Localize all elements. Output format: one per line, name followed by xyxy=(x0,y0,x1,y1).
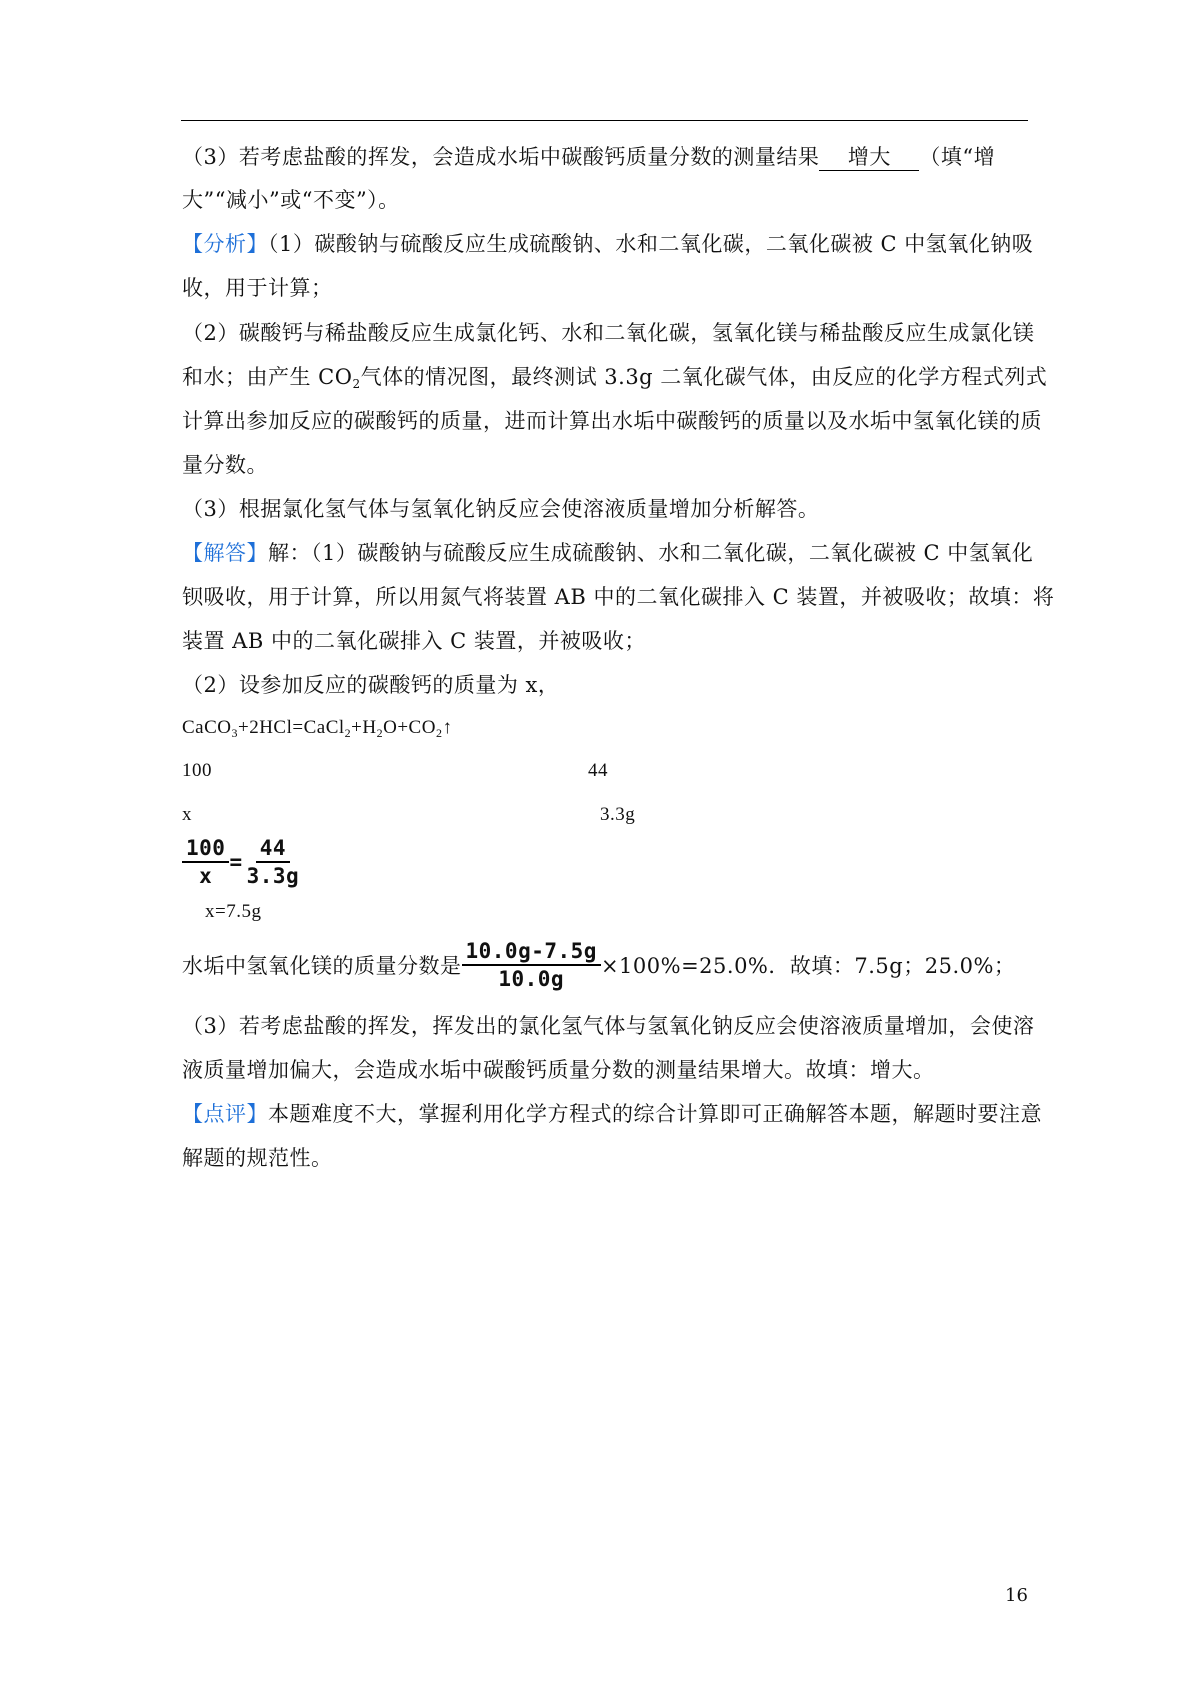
answer-line-2: 钡吸收，用于计算，所以用氮气将装置 AB 中的二氧化碳排入 C 装置，并被吸收；故填：将 xyxy=(182,585,1055,609)
analysis-line-2: 收，用于计算； xyxy=(182,276,333,300)
q3-text-post: （填“增 xyxy=(919,145,996,169)
q3-text: （3）若考虑盐酸的挥发，会造成水垢中碳酸钙质量分数的测量结果 xyxy=(182,145,820,169)
subscript: 2 xyxy=(435,726,443,740)
equals-sign: = xyxy=(229,850,243,874)
fraction-left: $\frac{100}{x}$ xyxy=(182,835,229,889)
gas-arrow: ↑ xyxy=(442,717,453,738)
eq-part: O+CO xyxy=(383,717,436,738)
analysis-text: （1）碳酸钠与硫酸反应生成硫酸钠、水和二氧化碳，二氧化碳被 C 中氢氧化钠吸 xyxy=(268,232,1034,256)
answer-line-4: （2）设参加反应的碳酸钙的质量为 x， xyxy=(182,673,560,697)
analysis-text: 和水；由产生 CO xyxy=(182,365,353,389)
mg-text: 水垢中氢氧化镁的质量分数是 xyxy=(182,954,462,978)
subscript: 2 xyxy=(376,726,384,740)
q3-answer-blank: 增大 xyxy=(819,144,919,171)
answer-3-line-1: （3）若考虑盐酸的挥发，挥发出的氯化氢气体与氢氧化钠反应会使溶液质量增加，会使溶 xyxy=(182,1014,1035,1038)
x-result: x=7.5g xyxy=(205,901,262,922)
analysis-line-4 xyxy=(182,362,1047,399)
eq-part: +2HCl=CaCl xyxy=(238,717,345,738)
review-line-2: 解题的规范性。 xyxy=(182,1146,333,1170)
header-rule xyxy=(181,120,1028,121)
review-tag: 【点评】 xyxy=(182,1102,268,1126)
analysis-line-3: （2）碳酸钙与稀盐酸反应生成氯化钙、水和二氧化碳，氢氧化镁与稀盐酸反应生成氯化镁 xyxy=(182,321,1035,345)
analysis-line-1 xyxy=(182,229,1033,259)
analysis-text: 气体的情况图，最终测试 3.3g 二氧化碳气体，由反应的化学方程式列式 xyxy=(360,365,1048,389)
answer-line-1 xyxy=(182,538,1033,568)
review-line-1 xyxy=(182,1099,1042,1129)
subscript: 2 xyxy=(344,726,352,740)
mg-fraction-line xyxy=(182,938,1015,992)
chemical-equation xyxy=(182,713,452,748)
mg-text-post: ×100%=25.0%．故填：7.5g；25.0%； xyxy=(600,954,1016,978)
answer-text: 解：（1）碳酸钠与硫酸反应生成硫酸钠、水和二氧化碳，二氧化碳被 C 中氢氧化 xyxy=(268,541,1034,565)
eq-part: +H xyxy=(351,717,377,738)
proportion-equation xyxy=(182,835,303,889)
ratio-row-2-left: x xyxy=(182,804,192,825)
analysis-line-5: 计算出参加反应的碳酸钙的质量，进而计算出水垢中碳酸钙的质量以及水垢中氢氧化镁的质 xyxy=(182,409,1042,433)
ratio-row-1-left: 100 xyxy=(182,760,212,781)
mg-fraction: $\frac{10.0g-7.5g}{10.0g}$ xyxy=(462,938,601,992)
analysis-tag: 【分析】 xyxy=(182,232,268,256)
ratio-row-2-right: 3.3g xyxy=(600,804,636,825)
page-number: 16 xyxy=(1005,1585,1028,1606)
analysis-line-6: 量分数。 xyxy=(182,453,268,477)
subscript: 2 xyxy=(352,377,361,391)
answer-line-3: 装置 AB 中的二氧化碳排入 C 装置，并被吸收； xyxy=(182,629,646,653)
eq-part: CaCO xyxy=(182,717,232,738)
q3-line-2: 大”“减小”或“不变”）。 xyxy=(182,188,400,212)
analysis-line-7: （3）根据氯化氢气体与氢氧化钠反应会使溶液质量增加分析解答。 xyxy=(182,497,820,521)
subscript: 3 xyxy=(231,726,238,740)
ratio-row-1-right: 44 xyxy=(588,760,608,781)
fraction-right: $\frac{44}{3.3g}$ xyxy=(246,836,300,888)
answer-3-line-2: 液质量增加偏大，会造成水垢中碳酸钙质量分数的测量结果增大。故填：增大。 xyxy=(182,1058,935,1082)
review-text: 本题难度不大，掌握利用化学方程式的综合计算即可正确解答本题，解题时要注意 xyxy=(268,1102,1042,1126)
answer-tag: 【解答】 xyxy=(182,541,268,565)
q3-line-1 xyxy=(182,142,995,172)
